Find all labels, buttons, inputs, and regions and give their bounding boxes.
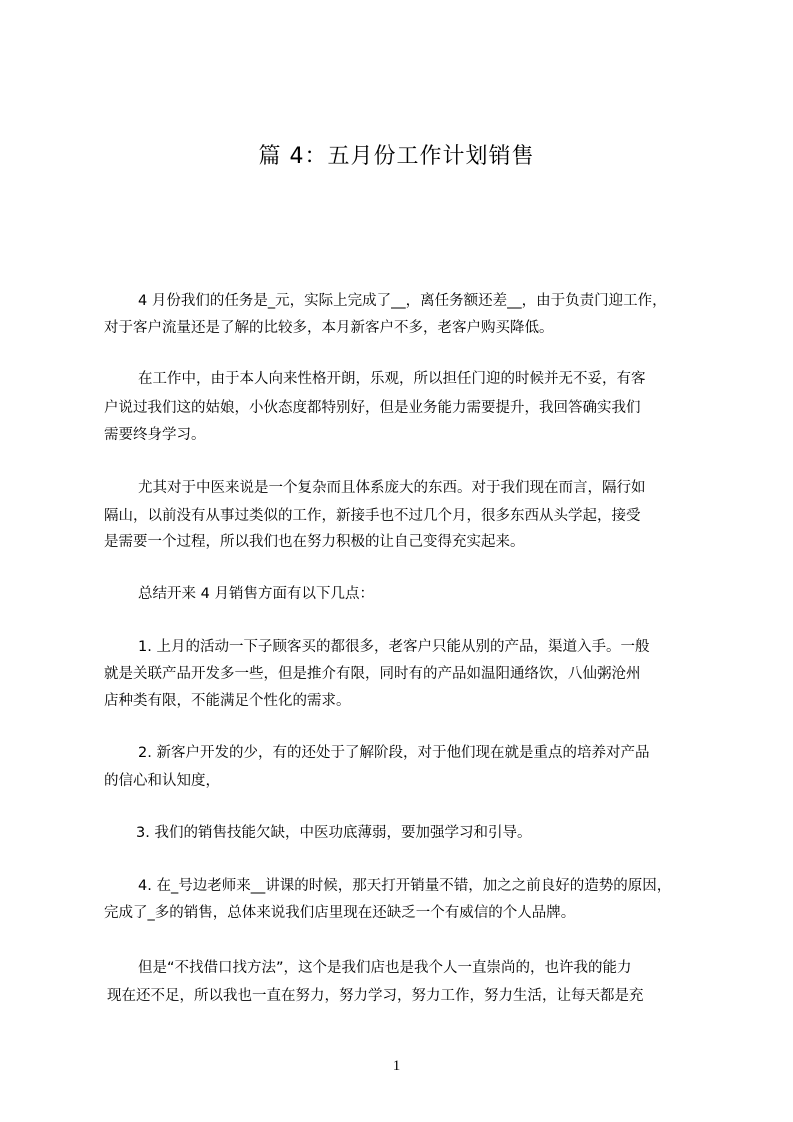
paragraph-3-line-1: 尤其对于中医来说是一个复杂而且体系庞大的东西。对于我们现在而言，隔行如 bbox=[138, 480, 646, 496]
paragraph-6-line-1: 2. 新客户开发的少，有的还处于了解阶段，对于他们现在就是重点的培养对产品 bbox=[138, 745, 650, 761]
paragraph-1-line-2: 对于客户流量还是了解的比较多，本月新客户不多，老客户购买降低。 bbox=[104, 320, 554, 336]
page-number: 1 bbox=[392, 1058, 401, 1074]
paragraph-9-line-1: 但是“不找借口找方法”，这个是我们店也是我个人一直崇尚的，也许我的能力 bbox=[138, 960, 632, 976]
document-title: 篇 4：五月份工作计划销售 bbox=[258, 144, 535, 169]
paragraph-2-line-1: 在工作中，由于本人向来性格开朗，乐观，所以担任门迎的时候并无不妥，有客 bbox=[138, 371, 646, 387]
paragraph-7-line-1: 3. 我们的销售技能欠缺，中医功底薄弱，要加强学习和引导。 bbox=[136, 825, 532, 841]
paragraph-5-line-2: 就是关联产品开发多一些，但是推介有限，同时有的产品如温阳通络饮，八仙粥沧州 bbox=[104, 666, 641, 682]
paragraph-9-line-2: 现在还不足，所以我也一直在努力，努力学习，努力工作，努力生活，让每天都是充 bbox=[107, 988, 644, 1004]
paragraph-1-line-1: 4 月份我们的任务是_元，实际上完成了__，离任务额还差__，由于负责门迎工作， bbox=[138, 293, 667, 309]
paragraph-5-line-3: 店种类有限，不能满足个性化的需求。 bbox=[104, 693, 351, 709]
paragraph-3-line-3: 是需要一个过程，所以我们也在努力积极的让自己变得充实起来。 bbox=[104, 534, 525, 550]
paragraph-6-line-2: 的信心和认知度， bbox=[104, 773, 220, 789]
paragraph-4-line-1: 总结开来 4 月销售方面有以下几点： bbox=[138, 586, 374, 602]
paragraph-2-line-2: 户说过我们这的姑娘，小伙态度都特别好，但是业务能力需要提升，我回答确实我们 bbox=[104, 400, 641, 416]
paragraph-2-line-3: 需要终身学习。 bbox=[104, 427, 206, 443]
paragraph-3-line-2: 隔山，以前没有从事过类似的工作，新接手也不过几个月，很多东西从头学起，接受 bbox=[104, 508, 641, 524]
paragraph-5-line-1: 1. 上月的活动一下子顾客买的都很多，老客户只能从别的产品，渠道入手。一般 bbox=[138, 639, 650, 655]
paragraph-8-line-2: 完成了_多的销售，总体来说我们店里现在还缺乏一个有威信的个人品牌。 bbox=[104, 905, 576, 921]
paragraph-8-line-1: 4. 在_号边老师来__讲课的时候，那天打开销量不错，加之之前良好的造势的原因， bbox=[138, 878, 672, 894]
